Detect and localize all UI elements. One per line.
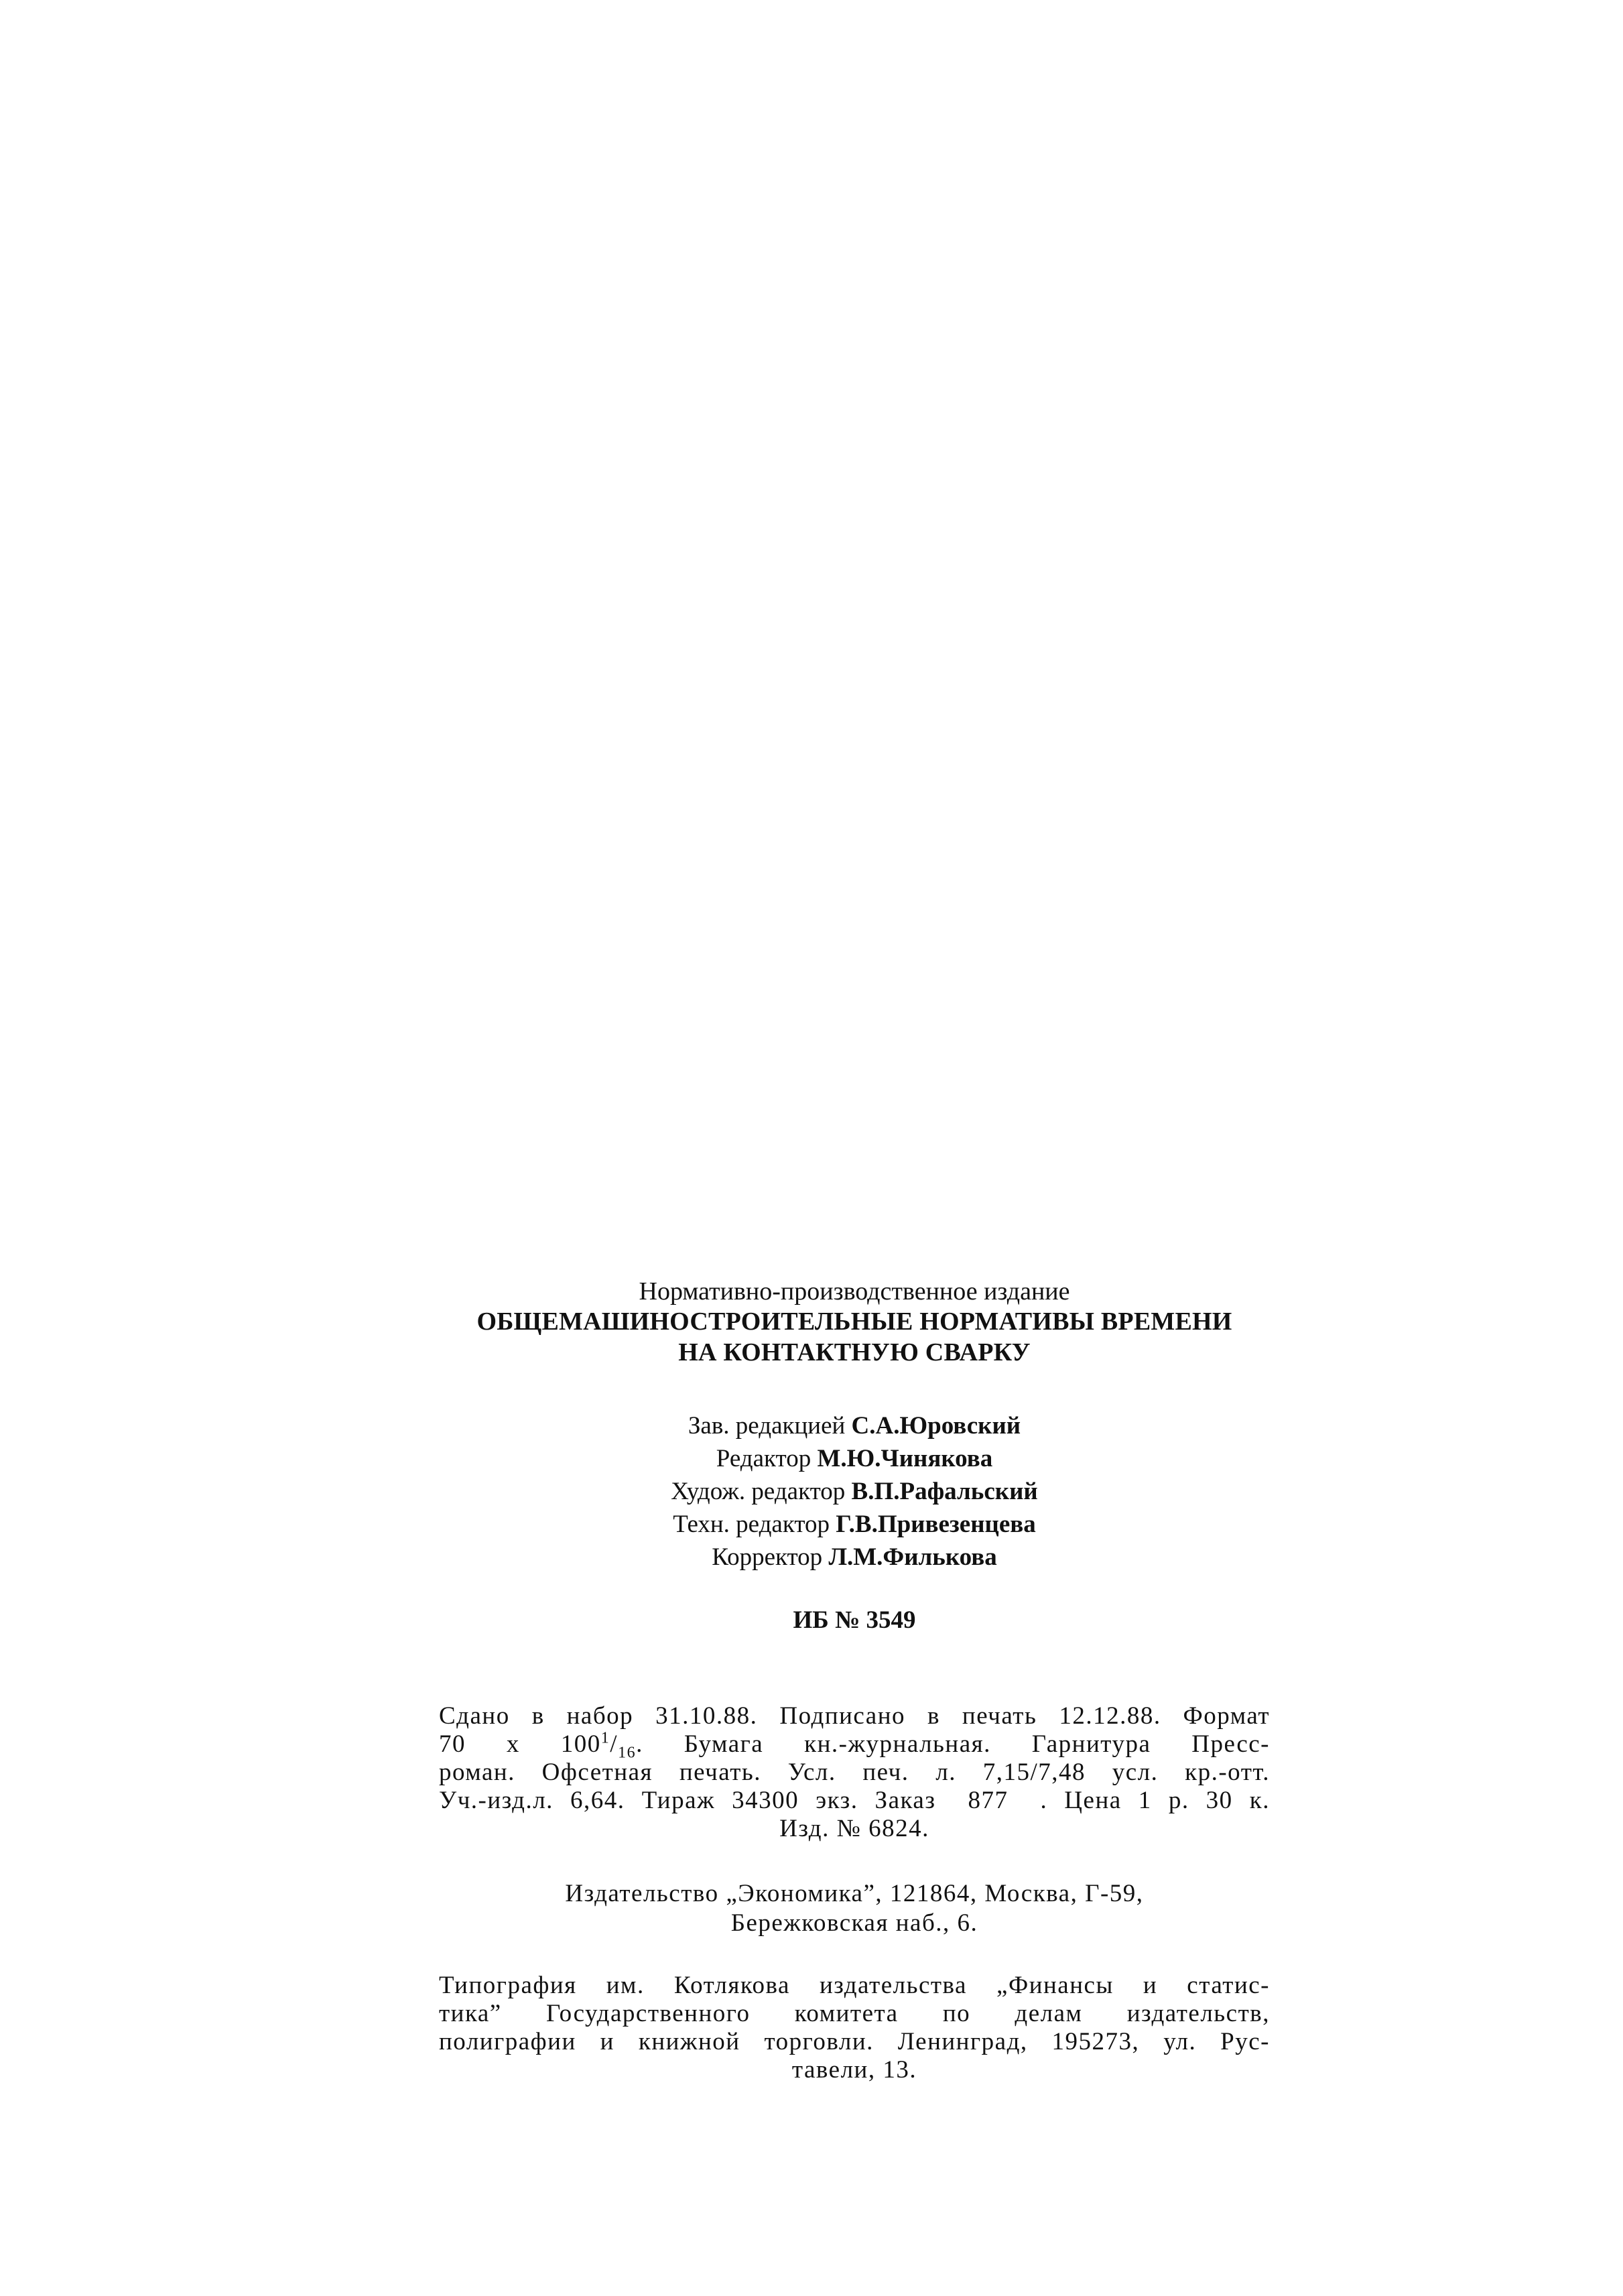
format-prefix: 70 x 100: [439, 1730, 601, 1758]
price: . Цена 1 р. 30 к.: [1040, 1787, 1270, 1814]
book-title-line-2: НА КОНТАКТНУЮ СВАРКУ: [678, 1338, 1031, 1366]
staff-name: С.А.Юровский: [851, 1412, 1021, 1440]
imprint-block: [439, 1702, 1270, 1843]
staff-role: Корректор: [712, 1543, 823, 1571]
printer-line-3: полиграфии и книжной торговли. Ленинград, 195273, ул. Рус-: [439, 2028, 1270, 2055]
imprint-line-2-rest: . Бумага кн.-журнальная. Гарнитура Пресс-: [636, 1730, 1271, 1758]
staff-row: [439, 1541, 1270, 1574]
staff-name: Л.М.Филькова: [828, 1543, 997, 1571]
imprint-line-3: роман. Офсетная печать. Усл. печ. л. 7,15/7,48 усл. кр.-отт.: [439, 1759, 1270, 1786]
format-denominator: 16: [618, 1744, 637, 1762]
staff-row: [439, 1475, 1270, 1508]
staff-name: Г.В.Привезенцева: [836, 1511, 1036, 1538]
editorial-staff: [439, 1409, 1270, 1574]
imprint-line-4-start: Уч.-изд.л. 6,64. Тираж 34300 экз. Заказ: [439, 1787, 936, 1814]
colophon: [439, 1277, 1270, 2084]
publication-kind: Нормативно-производственное издание: [639, 1277, 1070, 1305]
imprint-line-1: Сдано в набор 31.10.88. Подписано в печать 12.12.88. Формат: [439, 1702, 1270, 1730]
staff-role: Худож. редактор: [671, 1478, 846, 1505]
staff-name: В.П.Рафальский: [851, 1478, 1038, 1505]
printer-line-1: Типография им. Котлякова издательства „Финансы и статис-: [439, 1972, 1270, 1999]
staff-row: [439, 1409, 1270, 1442]
publisher-address: [439, 1879, 1270, 1938]
book-title: [439, 1306, 1270, 1368]
imprint-line-5: Изд. № 6824.: [779, 1815, 929, 1842]
book-title-line-1: ОБЩЕМАШИНОСТРОИТЕЛЬНЫЕ НОРМАТИВЫ ВРЕМЕНИ: [476, 1308, 1232, 1336]
printer-line-2: тика” Государственного комитета по делам издательств,: [439, 2000, 1270, 2027]
staff-row: [439, 1508, 1270, 1541]
format-numerator: 1: [600, 1729, 610, 1747]
staff-role: Редактор: [716, 1445, 812, 1472]
imprint-line-4: [439, 1787, 1270, 1815]
order-number: 877: [968, 1787, 1009, 1814]
staff-name: М.Ю.Чинякова: [817, 1445, 993, 1472]
staff-row: [439, 1442, 1270, 1475]
printer-address: [439, 1972, 1270, 2084]
staff-role: Техн. редактор: [673, 1511, 830, 1538]
imprint-line-2: 70 x $100^1/_{16}$. Бумага кн.-журнальная. Гарнитура Пресс-: [439, 1729, 1271, 1762]
publisher-line-2: Бережковская наб., 6.: [730, 1909, 978, 1937]
ib-number: ИБ № 3549: [793, 1606, 916, 1634]
printer-line-4: тавели, 13.: [791, 2056, 917, 2084]
staff-role: Зав. редакцией: [688, 1412, 846, 1440]
publisher-line-1: Издательство „Экономика”, 121864, Москва, Г-59,: [565, 1880, 1144, 1907]
